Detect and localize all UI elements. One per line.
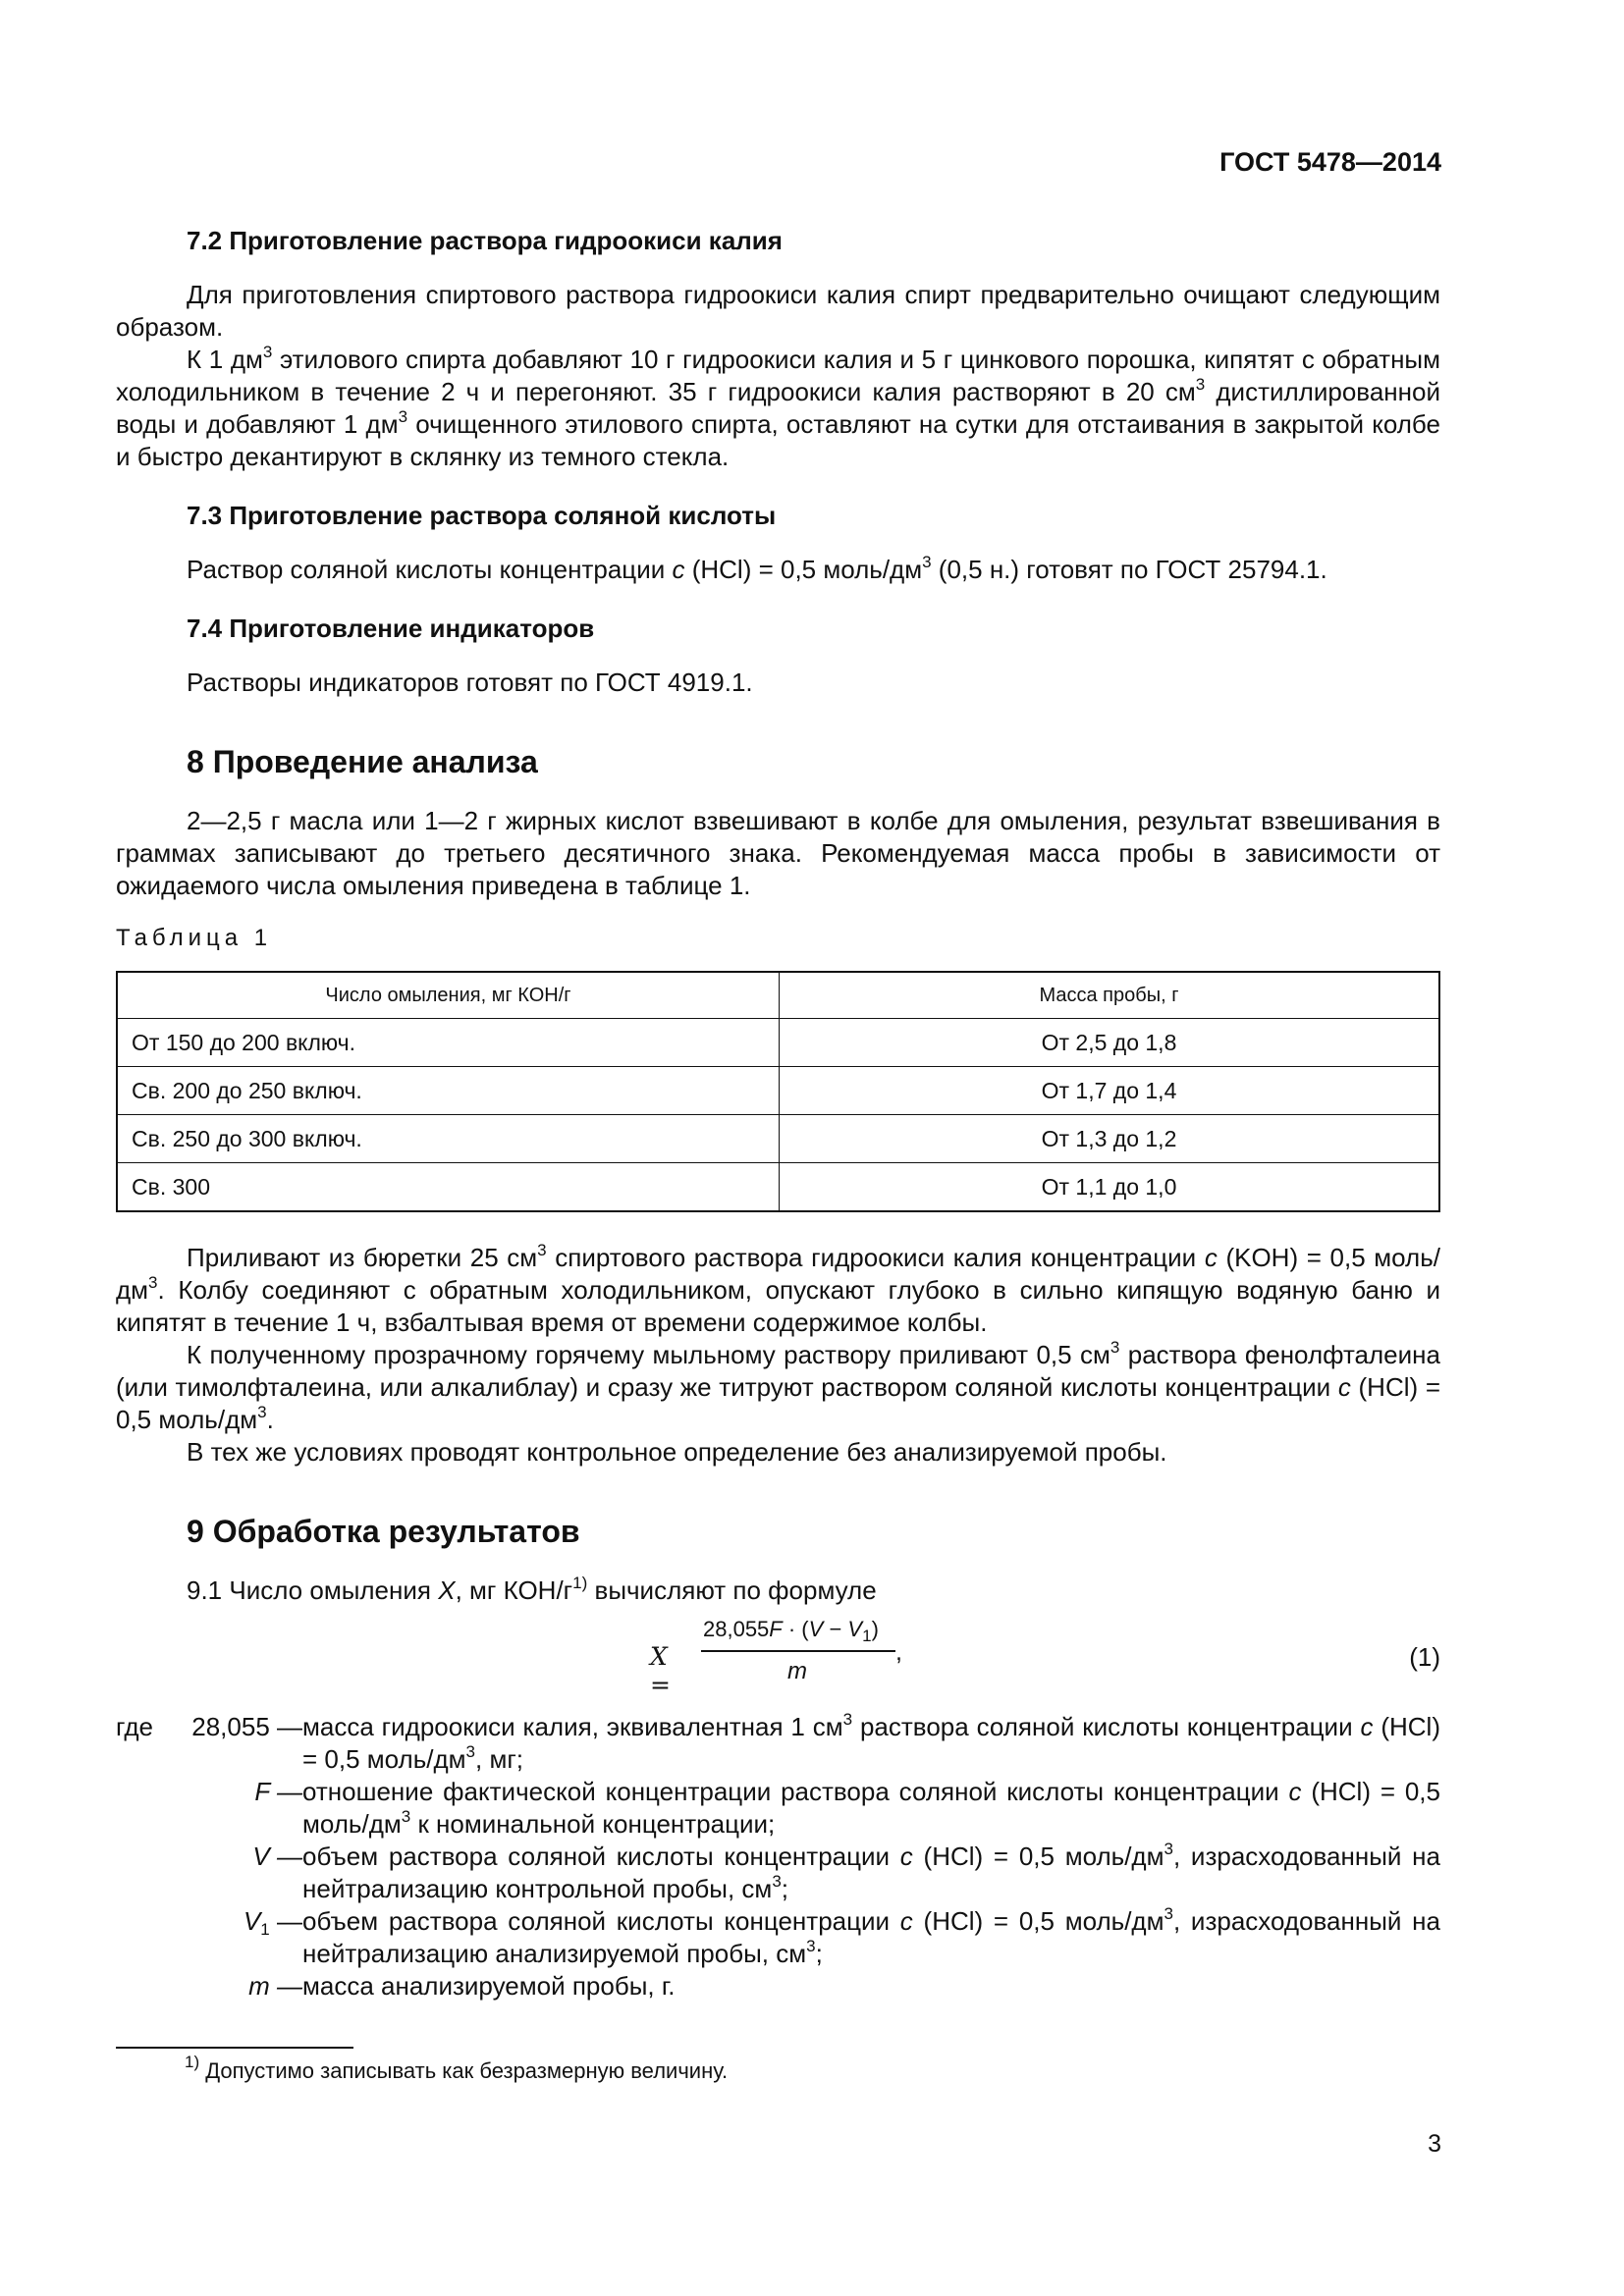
footnote: $^{1)}$ Допустимо записывать как безразмерную величину. [185, 2053, 729, 2083]
footnote-separator [116, 2047, 353, 2049]
section-8-heading: 8 Проведение анализа [187, 744, 538, 779]
definition-row [116, 1776, 1440, 1841]
table-cell: Св. 250 до 300 включ. [117, 1115, 780, 1163]
section-7-2-paragraph-2: К 1 $дм^3$ этилового спирта добавляют 10 г гидроокиси калия и 5 г цинкового порошка, кипятят с обратным холодильником в течение 2 ч и перегоняют. 35 г гидроокиси калия растворяют в 20 $см^3$ дистиллированной воды и добавляют 1 $дм^3$ очищенного этилового спирта, оставляют на сутки для отстаивания в закрытой колбе и быстро декантируют в склянку из темного стекла. [116, 343, 1440, 471]
table-row [117, 1067, 1439, 1115]
definition-row [116, 1711, 1440, 1776]
definition-text: масса гидроокиси калия, эквивалентная 1 $см^3$ раствора соляной кислоты концентрации c (HCl) = 0,5 моль/$дм^3$, мг; [302, 1710, 1440, 1774]
table-header-cell: Число омыления, мг КОН/г [117, 972, 780, 1019]
section-8-paragraph-3: К полученному прозрачному горячему мыльному раствору приливают 0,5 $см^3$ раствора фенолфталеина (или тимолфталеина, или алкалиблау) и сразу же титруют раствором соляной кислоты концентрации c (HCl) = 0,5 моль/$дм^3$. [116, 1338, 1440, 1434]
definition-row [116, 1841, 1440, 1905]
page-content [116, 224, 1440, 2002]
page-number: 3 [1428, 2130, 1441, 2158]
section-8-paragraph-4: В тех же условиях проводят контрольное определение без анализируемой пробы. [187, 1437, 1167, 1467]
section-7-4-heading: 7.4 Приготовление индикаторов [187, 614, 595, 643]
table-cell: От 150 до 200 включ. [117, 1019, 780, 1067]
section-7-3-heading: 7.3 Приготовление раствора соляной кислоты [187, 501, 777, 530]
section-9-heading: 9 Обработка результатов [187, 1514, 580, 1549]
formula-denominator: m [787, 1658, 807, 1684]
sample-mass-table [116, 971, 1440, 1212]
section-7-3-paragraph: Раствор соляной кислоты концентрации c (HCl) = 0,5 моль/$дм^3$ (0,5 н.) готовят по ГОСТ 25794.1. [187, 553, 1327, 584]
definition-row [116, 1905, 1440, 1970]
formula-comma: , [895, 1638, 902, 1666]
definition-text: объем раствора соляной кислоты концентрации c (HCl) = 0,5 моль/$дм^3$, израсходованный на нейтрализацию контрольной пробы, $см^3$; [302, 1840, 1440, 1903]
table-cell: От 1,3 до 1,2 [780, 1115, 1440, 1163]
definition-text: отношение фактической концентрации раствора соляной кислоты концентрации c (HCl) = 0,5 моль/$дм^3$ к номинальной концентрации; [302, 1777, 1440, 1839]
definition-symbol: V — [252, 1842, 302, 1871]
formula-numerator: $28,055F \cdot (V - V_1)$ [703, 1617, 879, 1645]
formula-definitions [116, 1711, 1440, 2002]
table-row [117, 1115, 1439, 1163]
table-header-cell: Масса пробы, г [780, 972, 1440, 1019]
table-cell: От 1,1 до 1,0 [780, 1163, 1440, 1212]
table-caption: Таблица 1 [116, 925, 273, 951]
table-cell: Св. 200 до 250 включ. [117, 1067, 780, 1115]
definition-symbol: $V_1$ — [243, 1906, 302, 1939]
formula-1 [116, 1617, 1440, 1699]
section-8-paragraph-1: 2—2,5 г масла или 1—2 г жирных кислот взвешивают в колбе для омыления, результат взвешивания в граммах записывают до третьего десятичного знака. Рекомендуемая масса пробы в зависимости от ожидаемого числа омыления приведена в таблице 1. [116, 806, 1440, 900]
section-7-2-paragraph-1: Для приготовления спиртового раствора гидроокиси калия спирт предварительно очищают следующим образом. [116, 280, 1440, 342]
section-8-paragraph-2: Приливают из бюретки 25 $см^3$ спиртового раствора гидроокиси калия концентрации c (KOH) = 0,5 моль/$дм^3$. Колбу соединяют с обратным холодильником, опускают глубоко в сильно кипящую водяную баню и кипятят в течение 1 ч, взбалтывая время от времени содержимое колбы. [116, 1241, 1440, 1337]
formula-number: (1) [1409, 1642, 1440, 1672]
table-cell: От 1,7 до 1,4 [780, 1067, 1440, 1115]
definition-symbol: m — [248, 1971, 302, 2001]
formula-fraction-bar [701, 1650, 895, 1652]
definition-text: объем раствора соляной кислоты концентрации c (HCl) = 0,5 моль/$дм^3$, израсходованный на нейтрализацию анализируемой пробы, $см^3$; [302, 1904, 1440, 1968]
section-9-1-paragraph: 9.1 Число омыления X, мг КОН/$г^{1)}$ вычисляют по формуле [187, 1574, 877, 1605]
section-7-4-paragraph: Растворы индикаторов готовят по ГОСТ 4919.1. [187, 667, 753, 697]
table-cell: От 2,5 до 1,8 [780, 1019, 1440, 1067]
table-row [117, 1163, 1439, 1212]
definition-row [116, 1970, 1440, 2002]
formula-lhs: X = [650, 1642, 671, 1699]
section-7-2-heading: 7.2 Приготовление раствора гидроокиси калия [187, 226, 783, 255]
table-cell: Св. 300 [117, 1163, 780, 1212]
table-row [117, 1019, 1439, 1067]
definition-symbol: F — [254, 1777, 302, 1806]
where-label: где [116, 1712, 153, 1741]
definition-symbol: 28,055 — [191, 1712, 302, 1741]
definition-text: масса анализируемой пробы, г. [302, 1971, 676, 2001]
doc-code-header: ГОСТ 5478—2014 [1219, 147, 1441, 177]
table-header-row [117, 972, 1439, 1019]
